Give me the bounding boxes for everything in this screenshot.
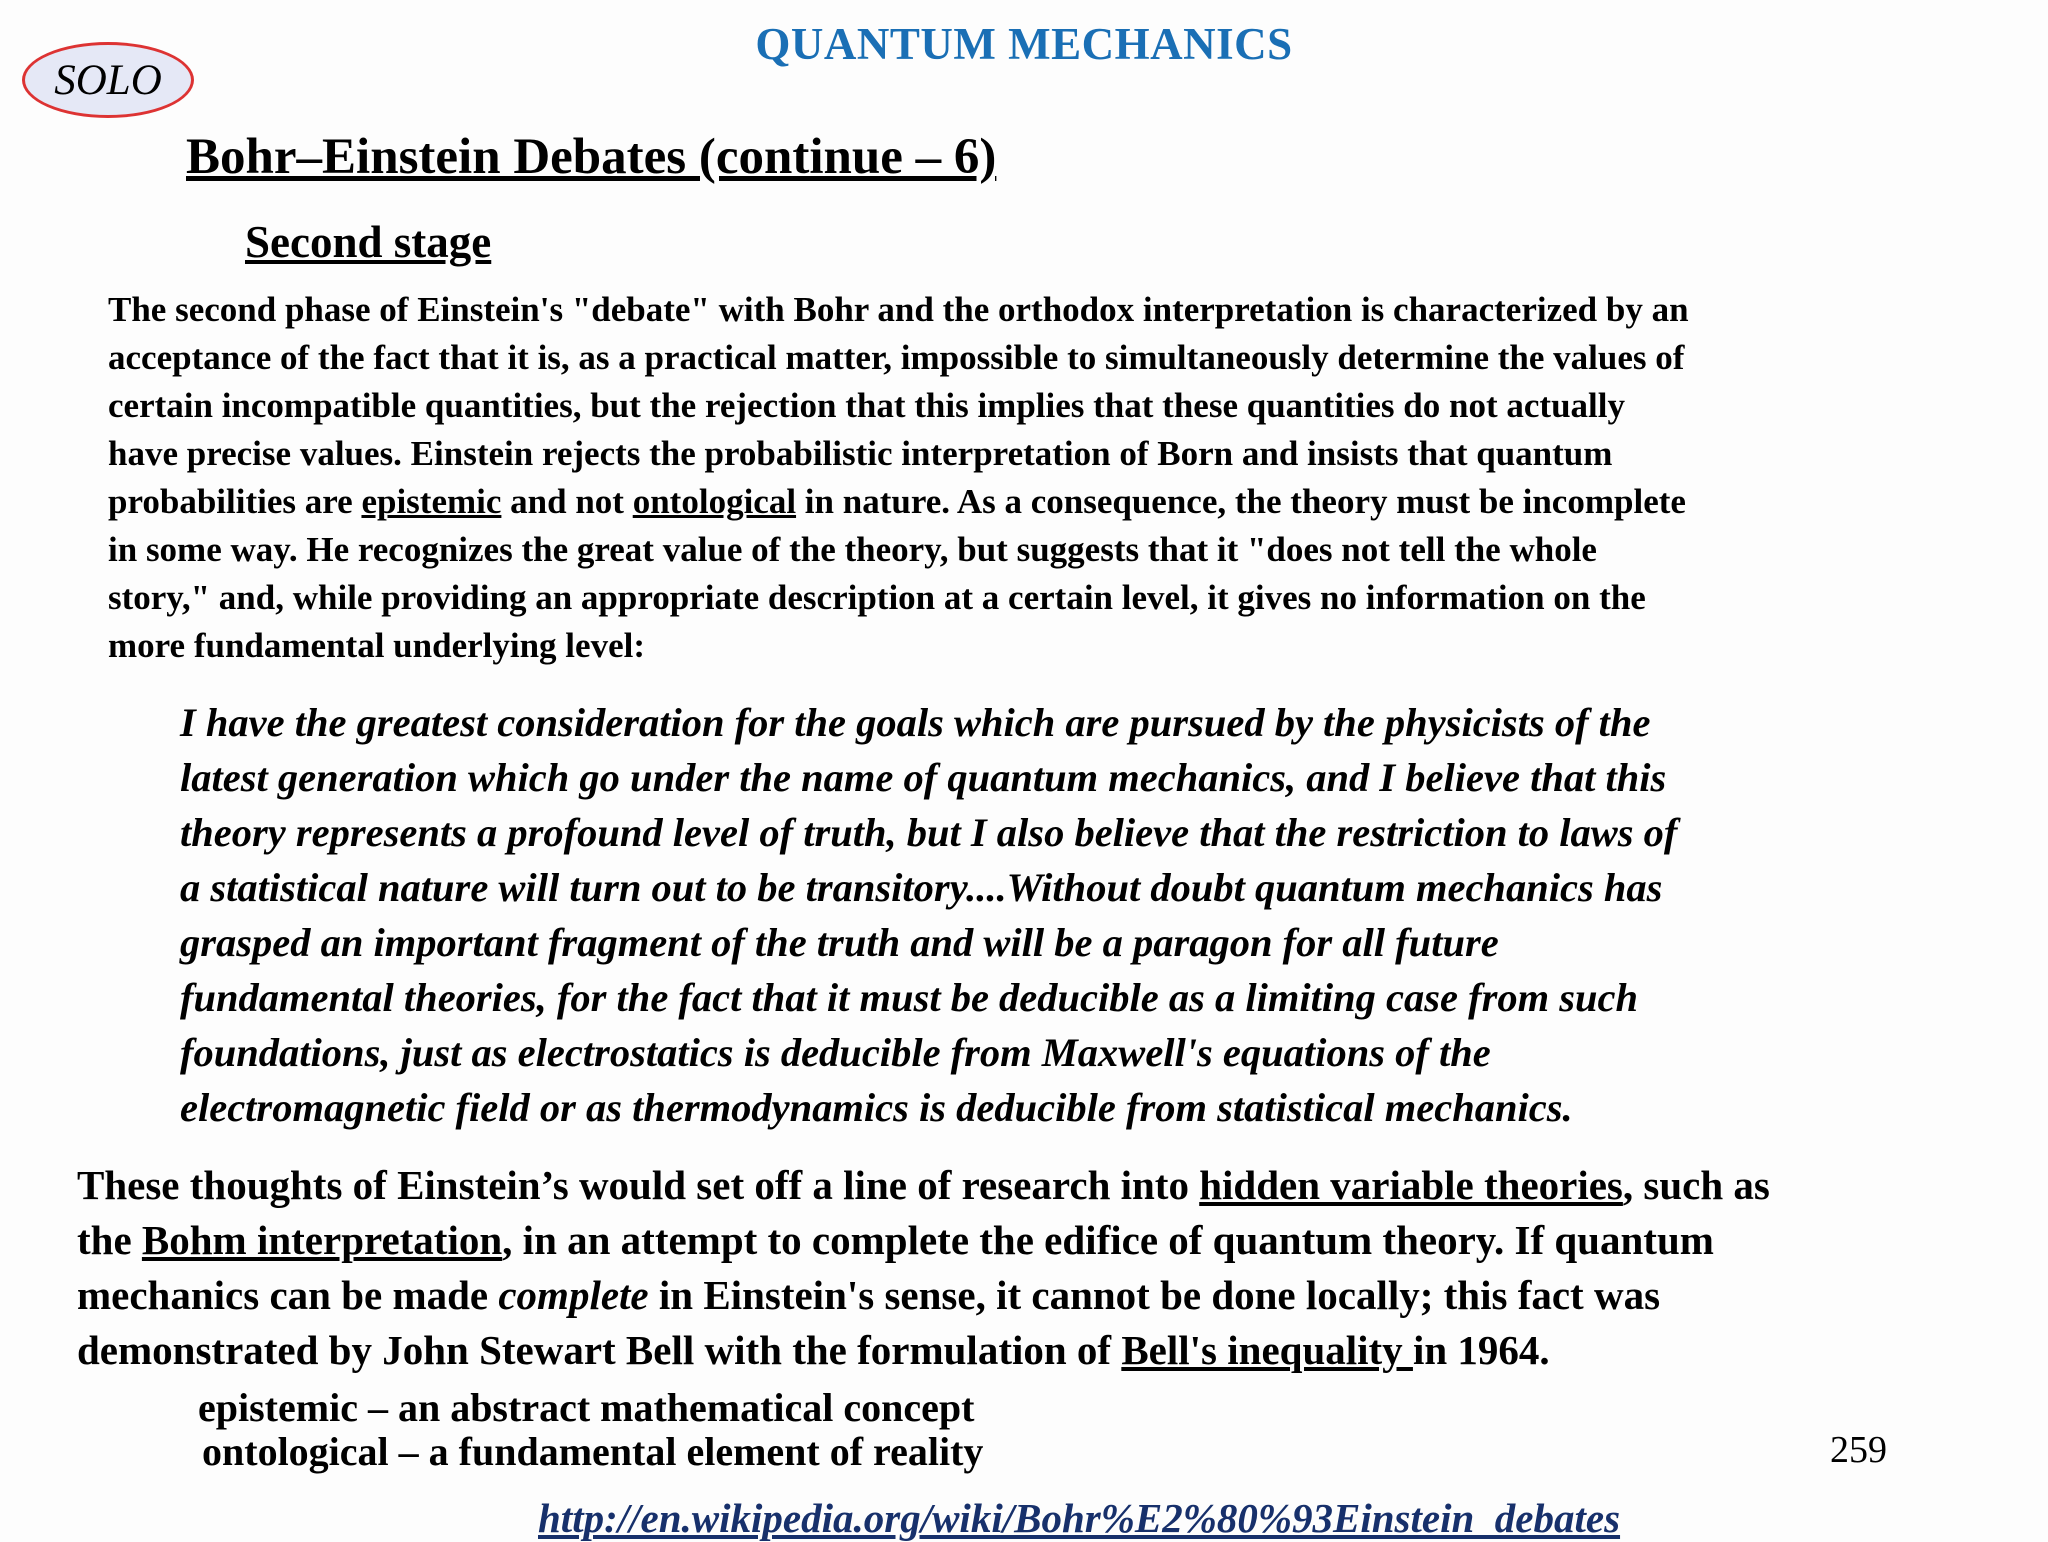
definition-epistemic: epistemic – an abstract mathematical concept <box>198 1385 975 1430</box>
quote-line: electromagnetic field or as thermodynamics is deducible from statistical mechanics. <box>180 1085 1573 1130</box>
intro-line: certain incompatible quantities, but the rejection that this implies that these quantities do not actually <box>108 386 1625 425</box>
closing-line <box>77 1323 1550 1378</box>
quote-line: foundations, just as electrostatics is deducible from Maxwell's equations of the <box>180 1030 1491 1075</box>
quote-line: theory represents a profound level of truth, but I also believe that the restriction to laws of <box>180 810 1678 855</box>
section-heading: Second stage <box>245 217 492 267</box>
intro-line: story," and, while providing an appropriate description at a certain level, it gives no information on the <box>108 578 1646 617</box>
bells-inequality-link[interactable]: Bell's inequality <box>1121 1327 1413 1373</box>
closing-text: the <box>77 1217 142 1263</box>
quote-line: grasped an important fragment of the truth and will be a paragon for all future <box>180 920 1499 965</box>
slide-title: Bohr–Einstein Debates (continue – 6) <box>186 129 997 185</box>
closing-emphasis: complete <box>498 1272 649 1318</box>
closing-text: demonstrated by John Stewart Bell with the formulation of <box>77 1327 1122 1373</box>
intro-line: acceptance of the fact that it is, as a practical matter, impossible to simultaneously determine the values of <box>108 338 1685 377</box>
header-title: QUANTUM MECHANICS <box>755 19 1293 69</box>
source-link[interactable]: http://en.wikipedia.org/wiki/Bohr%E2%80%93Einstein_debates <box>538 1495 1621 1541</box>
quote-line: I have the greatest consideration for the goals which are pursued by the physicists of the <box>180 700 1651 745</box>
epistemic-link[interactable]: epistemic <box>361 482 502 521</box>
intro-line: in some way. He recognizes the great value of the theory, but suggests that it "does not tell the whole <box>108 530 1597 569</box>
intro-text: and not <box>501 482 633 521</box>
intro-text: in nature. As a consequence, the theory must be incomplete <box>796 482 1686 521</box>
closing-line <box>77 1268 1660 1323</box>
quote-line: latest generation which go under the name of quantum mechanics, and I believe that this <box>180 755 1667 800</box>
closing-text: in 1964. <box>1412 1327 1550 1373</box>
page-number: 259 <box>1830 1429 1887 1471</box>
hidden-variable-theories-link[interactable]: hidden variable theories <box>1199 1162 1623 1208</box>
closing-text: , such as <box>1622 1162 1770 1208</box>
bohm-interpretation-link[interactable]: Bohm interpretation <box>141 1217 503 1263</box>
closing-text: mechanics can be made <box>77 1272 499 1318</box>
intro-text: probabilities are <box>108 482 362 521</box>
closing-text: These thoughts of Einstein’s would set off a line of research into <box>77 1162 1200 1208</box>
intro-line <box>108 478 1686 526</box>
definition-ontological: ontological – a fundamental element of reality <box>202 1429 984 1474</box>
intro-line: more fundamental underlying level: <box>108 626 645 665</box>
intro-line: have precise values. Einstein rejects the probabilistic interpretation of Born and insists that quantum <box>108 434 1613 473</box>
closing-line <box>77 1158 1770 1213</box>
quote-line: a statistical nature will turn out to be transitory....Without doubt quantum mechanics has <box>180 865 1663 910</box>
closing-line <box>77 1213 1714 1268</box>
solo-badge-label: SOLO <box>54 56 162 104</box>
closing-text: in Einstein's sense, it cannot be done locally; this fact was <box>648 1272 1661 1318</box>
ontological-link[interactable]: ontological <box>632 482 797 521</box>
intro-line: The second phase of Einstein's "debate" with Bohr and the orthodox interpretation is characterized by an <box>108 290 1689 329</box>
quote-line: fundamental theories, for the fact that it must be deducible as a limiting case from such <box>180 975 1639 1020</box>
closing-text: , in an attempt to complete the edifice of quantum theory. If quantum <box>502 1217 1714 1263</box>
